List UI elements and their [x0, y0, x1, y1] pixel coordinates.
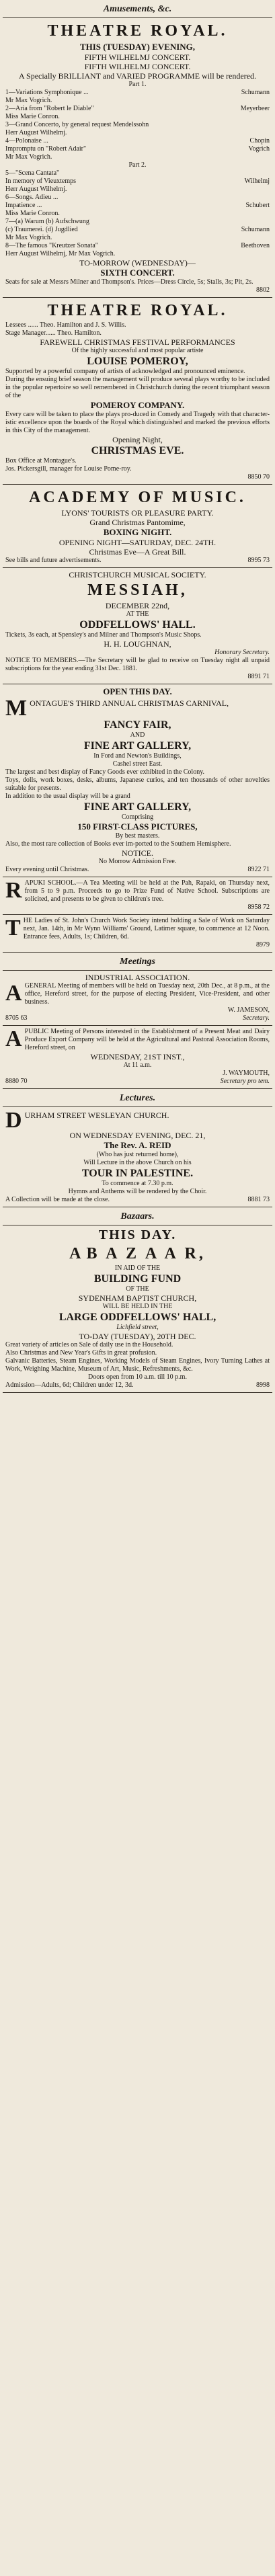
program-item-title: 1—Variations Symphonique ...: [5, 89, 89, 96]
ad-line: 150 FIRST-CLASS PICTURES,: [77, 821, 198, 832]
ad-line: POMEROY COMPANY.: [90, 400, 185, 410]
drop-cap: T: [47, 302, 61, 319]
ad-line: IN AID OF THE: [114, 1264, 161, 1272]
program-item-composer: Meyerbeer: [240, 105, 270, 112]
ad-body: PUBLIC Meeting of Persons interested in the Establishment of a Present Meat and Dairy Produce Export Company will be held at the Agricultural and Pastoral Association Rooms, Hereford street, on: [24, 1028, 270, 1051]
part-label: Part 2.: [128, 161, 147, 169]
ad-line: THIS DAY.: [98, 1227, 177, 1242]
program-item: [5, 210, 270, 218]
ad-line: BOXING NIGHT.: [103, 527, 172, 537]
ad-body: Supported by a powerful company of artists of acknowledged and pronounced eminence.: [5, 368, 245, 375]
ad-line: WEDNESDAY, 21ST INST.,: [90, 1052, 185, 1061]
ad-line: BUILDING FUND: [93, 1273, 182, 1285]
ad-line: Lessees ...... Theo. Hamilton and J. S. Willis.: [5, 321, 126, 329]
program-item: [5, 194, 270, 202]
ad-body: GENERAL Meeting of members will be held on Tuesday next, 20th Dec., at 8 p.m., at the office, Hereford street, for the purpose of electing President, Vice-President, and other business.: [24, 982, 270, 1006]
ad-line: INDUSTRIAL ASSOCIATION.: [85, 973, 190, 982]
program-item: [5, 242, 270, 250]
ad-body: Great variety of articles on Sale of daily use in the Household.: [5, 1341, 173, 1349]
ad-line: (Who has just returned home),: [96, 1151, 179, 1158]
ad-line: By best masters.: [115, 832, 160, 840]
program-item: [5, 186, 270, 194]
ad-line: No Morrow Admission Free.: [98, 858, 177, 865]
ad-line: Lichfield street,: [116, 1324, 159, 1331]
program-item-composer: Schumann: [241, 226, 270, 233]
ad-montague-carnival: [3, 684, 272, 877]
program-item: [5, 202, 270, 210]
ad-intro: A Specially BRILLIANT and VARIED PROGRAMME will be rendered.: [19, 71, 256, 81]
section-heading-meetings: Meetings: [3, 953, 272, 971]
program-item: [5, 226, 270, 234]
ad-line: LOUISE POMEROY,: [87, 356, 188, 367]
program-item-title: Miss Marie Conron.: [5, 113, 60, 120]
ad-durham-street-lecture: [3, 1107, 272, 1207]
program-item-title: 8—The famous "Kreutzer Sonata": [5, 242, 98, 249]
ad-theatre-royal-pomeroy: [3, 298, 272, 485]
ad-st-johns-sale: [3, 915, 272, 953]
drop-cap: A: [5, 981, 22, 1006]
drop-cap: A: [69, 1245, 84, 1262]
ad-line: CHRISTMAS EVE.: [91, 445, 184, 456]
ad-line: J. WAYMOUTH,: [223, 1070, 270, 1077]
ad-ref: 8880 70: [5, 1078, 28, 1085]
drop-cap: M: [5, 696, 28, 721]
ad-line: Secretary.: [243, 1014, 270, 1022]
program-item-title: Impromptu on "Robert Adair": [5, 145, 87, 153]
program-item-composer: Schumann: [241, 89, 270, 96]
ad-theatre-royal-concert: [3, 18, 272, 298]
ad-line: SIXTH CONCERT.: [100, 268, 175, 278]
ad-body: Also Christmas and New Year's Gifts in great profusion.: [5, 1349, 157, 1357]
ad-ref: 8850 70: [247, 473, 270, 481]
ad-line: SYDENHAM BAPTIST CHURCH,: [78, 1293, 197, 1303]
ad-ref: 8958 72: [247, 903, 270, 911]
ad-ref: 8998: [256, 1381, 270, 1389]
ad-academy-of-music: [3, 485, 272, 568]
ad-body: Toys, dolls, work boxes, desks, albums, Japanese curios, and ten thousands of other novelties suitable for presents.: [5, 776, 270, 792]
ad-line: FANCY FAIR,: [104, 719, 171, 731]
program-item-title: Miss Marie Conron.: [5, 210, 60, 217]
ad-ref: 8802: [256, 286, 270, 294]
ad-line: LARGE ODDFELLOWS' HALL,: [58, 1312, 217, 1323]
ad-line: Christmas Eve—A Great Bill.: [89, 547, 186, 557]
program-item: [5, 105, 270, 113]
ad-line: The Rev. A. REID: [104, 1140, 171, 1150]
ad-line: TO-MORROW (WEDNESDAY)—: [79, 258, 196, 268]
program-item-composer: Schubert: [245, 202, 270, 209]
ad-title: ONTAGUE'S THIRD ANNUAL CHRISTMAS CARNIVAL,: [30, 698, 229, 708]
program-item: [5, 250, 270, 258]
ad-line: Honorary Secretary.: [214, 649, 270, 656]
ad-industrial-association: [3, 971, 272, 1026]
drop-cap: T: [47, 22, 61, 40]
ad-line: AT THE: [126, 610, 149, 618]
program-item: [5, 145, 270, 153]
ad-body: HE Ladies of St. John's Church Work Society intend holding a Sale of Work on Saturday next, Jan. 14th, in Mr Wynn Williams' Ground, Latimer square, to commence at 12 Noon. Entrance fees, Adults, 1s; Children, 6d.: [23, 917, 270, 940]
program-item-title: 6—Songs. Adieu ...: [5, 194, 58, 201]
ad-line: Grand Christmas Pantomime,: [89, 518, 186, 527]
program-item: [5, 153, 270, 161]
ad-line: In Ford and Newton's Buildings,: [93, 752, 182, 760]
drop-cap: T: [5, 916, 21, 940]
ad-line: CHRISTCHURCH MUSICAL SOCIETY.: [69, 570, 206, 579]
newspaper-page: [3, 0, 272, 1393]
ad-body: A Collection will be made at the close.: [5, 1196, 110, 1203]
program-item-title: In memory of Vieuxtemps: [5, 177, 77, 185]
program-item-title: Mr Max Vogrich.: [5, 153, 52, 161]
drop-cap: A: [5, 1027, 22, 1051]
ad-ref: 8995 73: [247, 557, 270, 564]
ad-line: Stage Manager...... Theo. Hamilton.: [5, 329, 102, 337]
program-item: [5, 121, 270, 129]
ad-line: AND: [130, 731, 145, 739]
program-item-title: 4—Polonaise ...: [5, 137, 48, 145]
section-heading-bazaars: Bazaars.: [3, 1207, 272, 1225]
ad-ref: 8705 63: [5, 1014, 28, 1022]
ad-ref: 8881 73: [247, 1196, 270, 1203]
program-item: [5, 129, 270, 137]
program-item-title: Herr August Wilhelmj.: [5, 186, 67, 193]
ad-sydenham-bazaar: [3, 1225, 272, 1393]
program-item-title: (c) Traumerei. (d) Jugdlied: [5, 226, 78, 233]
ad-line: Comprising: [121, 813, 154, 821]
ad-title: HEATRE ROYAL.: [61, 22, 228, 40]
program-item-title: Herr August Wilhelmj, Mr Max Vogrich.: [5, 250, 116, 257]
section-heading-amusements: Amusements, &c.: [3, 0, 272, 18]
ad-title: HEATRE ROYAL.: [61, 302, 228, 319]
program-item-title: 5—"Scena Cantata": [5, 169, 60, 177]
program-item: [5, 97, 270, 105]
ad-line: Will Lecture in the above Church on his: [83, 1159, 192, 1166]
ad-body: Every care will be taken to place the plays pro-duced in Comedy and Tragedy with that character-istic excellence upon the boards of the Royal which distinguished and marked the previous efforts in this City of the management.: [5, 411, 270, 434]
ad-line: DECEMBER 22nd,: [105, 601, 170, 610]
ad-body: During the ensuing brief season the management will produce several plays worthy to be included in the popular repertoire so well remembered in Christchurch during the recent triumphant season of the: [5, 376, 270, 399]
ad-body: Jos. Pickersgill, manager for Louise Pome-roy.: [5, 465, 132, 473]
ad-title: CADEMY OF MUSIC.: [43, 489, 246, 506]
ad-line: FINE ART GALLERY,: [83, 740, 192, 752]
ad-line: OPEN THIS DAY.: [103, 686, 172, 696]
ad-public-meeting: [3, 1026, 272, 1089]
ad-line: WILL BE HELD IN THE: [102, 1303, 173, 1310]
ad-line: THIS (TUESDAY) EVENING,: [79, 42, 196, 52]
ad-line: To commence at 7.30 p.m.: [102, 1180, 173, 1187]
ad-ref: 8891 71: [247, 673, 270, 680]
program-item: [5, 177, 270, 186]
ad-messiah: [3, 568, 272, 684]
program-item-title: 2—Aria from "Robert le Diable": [5, 105, 94, 112]
program-item-composer: Chopin: [249, 137, 270, 145]
ad-body: Admission—Adults, 6d; Children under 12, 3d.: [5, 1381, 134, 1389]
program-part-1: [5, 89, 270, 161]
drop-cap: D: [5, 1108, 22, 1133]
ad-body: Of the highly successful and most popular artiste: [71, 347, 204, 354]
program-item-title: Mr Max Vogrich.: [5, 97, 52, 104]
ad-ref: 8979: [256, 941, 270, 949]
section-heading-lectures: Lectures.: [3, 1089, 272, 1107]
program-item-title: Impatience ...: [5, 202, 42, 209]
ad-line: OPENING NIGHT—SATURDAY, DEC. 24TH.: [58, 538, 217, 547]
ad-body: Every evening until Christmas.: [5, 866, 89, 873]
ad-line: OF THE: [126, 1285, 149, 1293]
ad-line: TOUR IN PALESTINE.: [81, 1168, 194, 1179]
ad-line: W. JAMESON,: [227, 1006, 270, 1014]
ad-body: The largest and best display of Fancy Goods ever exhibited in the Colony.: [5, 768, 205, 776]
program-item: [5, 218, 270, 226]
ad-line: Secretary pro tem.: [220, 1078, 270, 1085]
program-item: [5, 89, 270, 97]
ad-body: Hymns and Anthems will be rendered by the Choir.: [68, 1188, 207, 1195]
ad-rapuki-school: [3, 877, 272, 915]
ad-body: Also, the most rare collection of Books ever im-ported to the Southern Hemisphere.: [5, 840, 231, 848]
ad-line: Opening Night,: [112, 435, 163, 444]
program-item-title: Mr Max Vogrich.: [5, 234, 52, 241]
ad-body: APUKI SCHOOL.—A Tea Meeting will be held at the Pah, Rapaki, on Thursday next, from 5 to 9 p.m. Proceeds to go to Prize Fund of Native School. Subscriptions are solicited, and presents to be given to children's tree.: [24, 879, 270, 903]
ad-body: In addition to the usual display will be a grand: [5, 793, 130, 800]
program-item-title: Herr August Wilhelmj.: [5, 129, 67, 136]
drop-cap: M: [87, 581, 106, 599]
ad-title: ESSIAH,: [105, 581, 188, 599]
program-item: [5, 137, 270, 145]
ad-title: URHAM STREET WESLEYAN CHURCH.: [24, 1111, 169, 1120]
ad-line: ON WEDNESDAY EVENING, DEC. 21,: [69, 1131, 206, 1140]
drop-cap: R: [5, 878, 22, 903]
ad-body: NOTICE TO MEMBERS.—The Secretary will be glad to receive on Tuesday night all unpaid subscriptions for the year ending 31st Dec. 1881.: [5, 657, 270, 672]
program-item-title: 3—Grand Concerto, by general request Mendelssohn: [5, 121, 149, 128]
program-item-composer: Vogrich: [248, 145, 270, 153]
ad-line: Doors open from 10 a.m. till 10 p.m.: [88, 1373, 187, 1381]
ad-line: LYONS' TOURISTS OR PLEASURE PARTY.: [61, 508, 214, 518]
ad-body: Box Office at Montague's.: [5, 457, 77, 465]
ad-line: FIFTH WILHELMJ CONCERT.: [84, 52, 191, 62]
ad-line: FINE ART GALLERY,: [83, 801, 192, 813]
ad-line: TO-DAY (TUESDAY), 20TH DEC.: [79, 1332, 196, 1341]
program-item: [5, 113, 270, 121]
ad-line: NOTICE.: [122, 848, 153, 858]
ad-body: See bills and future advertisements.: [5, 557, 102, 564]
part-label: Part 1.: [128, 81, 147, 88]
ad-body: Tickets, 3s each, at Spensley's and Milner and Thompson's Music Shops.: [5, 631, 202, 639]
ad-line: At 11 a.m.: [123, 1061, 152, 1069]
ad-line: Cashel street East.: [112, 760, 163, 768]
ad-line: FAREWELL CHRISTMAS FESTIVAL PERFORMANCES: [40, 337, 235, 347]
ad-body: Galvanic Batteries, Steam Engines, Working Models of Steam Engines, Ivory Turning Lathes at Work, Weighing Machine, Museum of Art, Music, Refreshments, &c.: [5, 1357, 270, 1373]
program-part-2: [5, 169, 270, 258]
ad-title: B A Z A A R,: [86, 1245, 206, 1262]
ad-line: H. H. LOUGHNAN,: [104, 639, 171, 649]
program-item-composer: Wilhelmj: [244, 177, 270, 185]
program-item-title: 7—(a) Warum (b) Aufschwung: [5, 218, 89, 225]
program-item: [5, 234, 270, 242]
ad-body: Seats for sale at Messrs Milner and Thompson's. Prices—Dress Circle, 5s; Stalls, 3s; Pit, 2s.: [5, 278, 253, 286]
program-item: [5, 169, 270, 177]
ad-line: ODDFELLOWS' HALL.: [79, 619, 196, 631]
program-item-composer: Beethoven: [241, 242, 270, 249]
ad-ref: 8922 71: [247, 866, 270, 873]
ad-line: FIFTH WILHELMJ CONCERT.: [84, 62, 191, 71]
drop-cap: A: [29, 489, 44, 506]
